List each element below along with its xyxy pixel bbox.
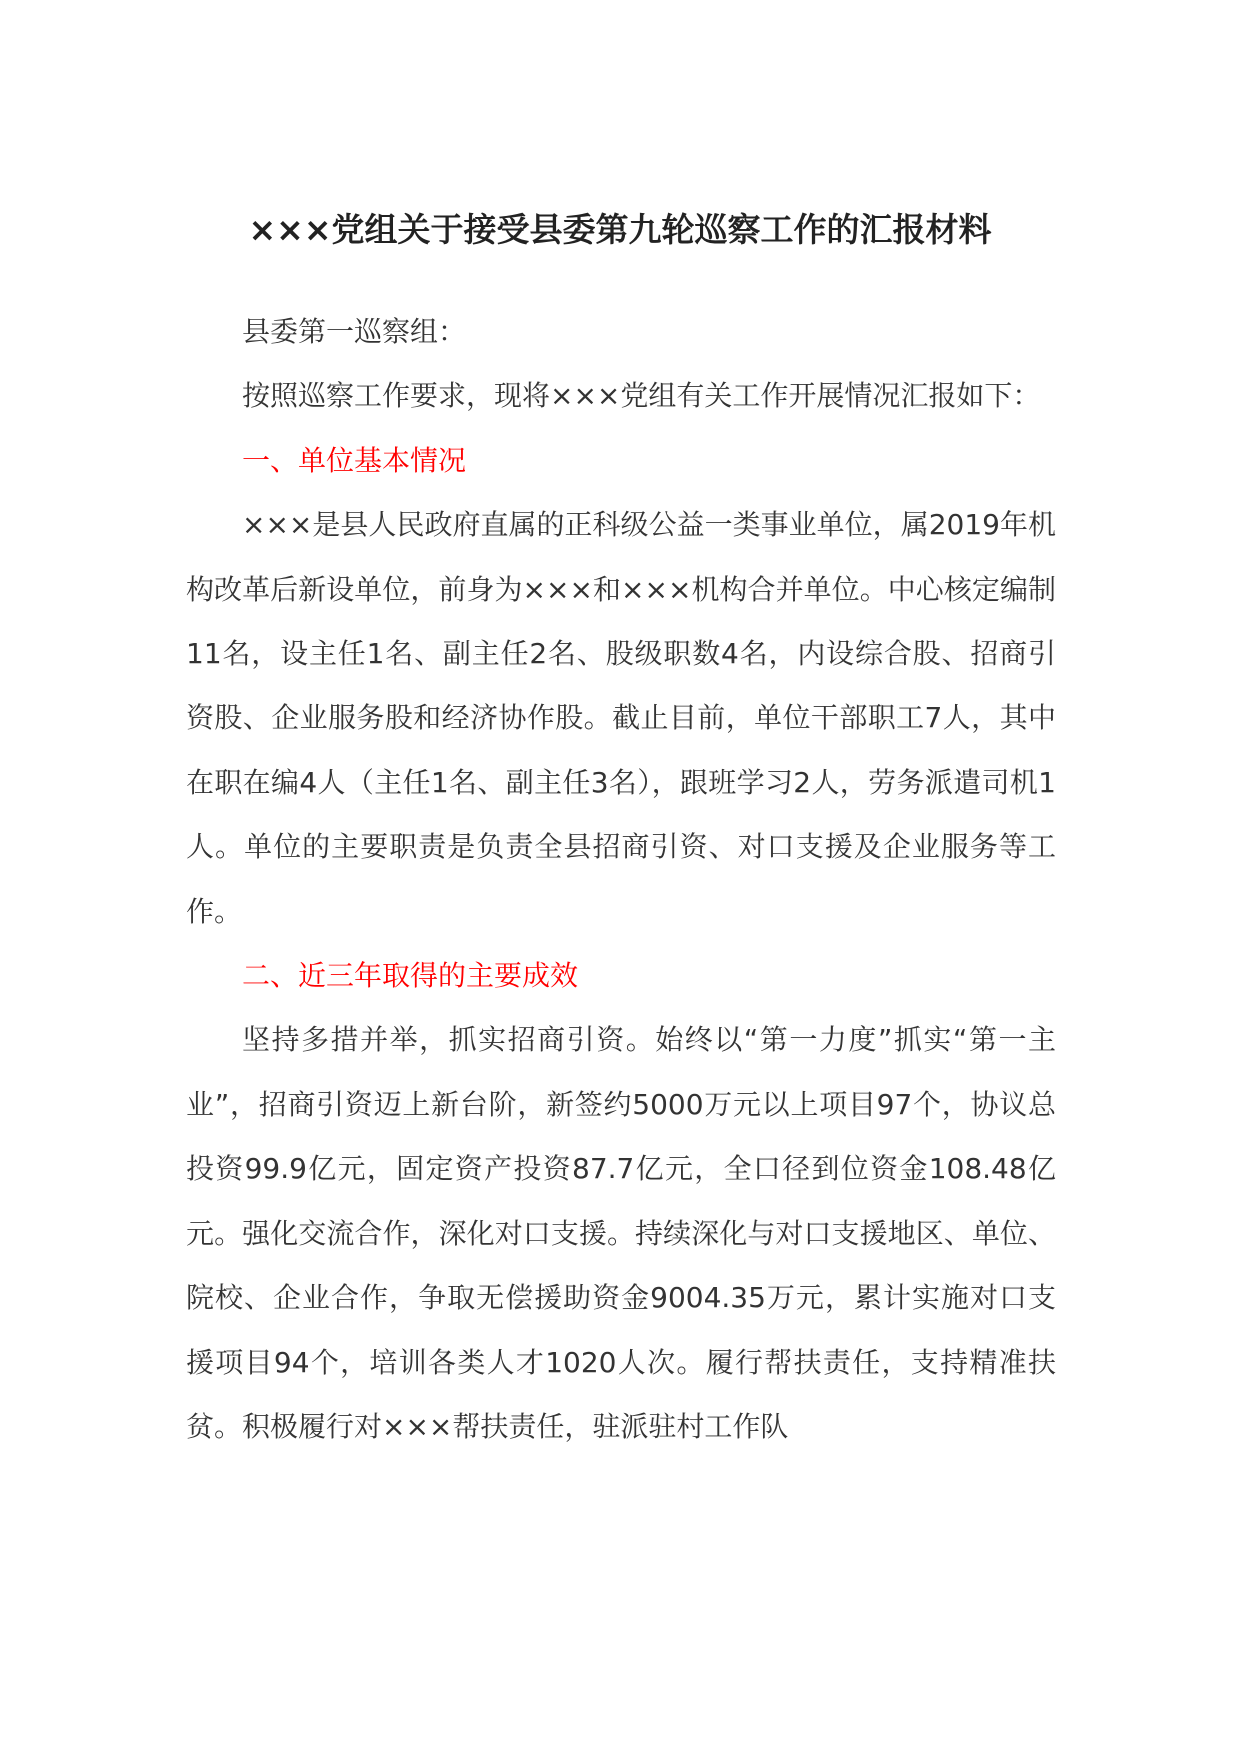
salutation: 县委第一巡察组： bbox=[242, 315, 467, 348]
intro-paragraph: 按照巡察工作要求，现将×××党组有关工作开展情况汇报如下： bbox=[242, 379, 1041, 413]
section-heading-1: 一、单位基本情况 bbox=[242, 443, 467, 477]
section-paragraph-2: 坚持多措并举，抓实招商引资。始终以“第一力度”抓实“第一主业”，招商引资迈上新台阶，新签约5000万元以上项目97个，协议总投资99.9亿元，固定资产投资87.7亿元，全口径到位资金108.48亿元。强化交流合作，深化对口支援。持续深化与对口支援地区、单位、院校、企业合作，争取无偿援助资金9004.35万元，累计实施对口支援项目94个，培训各类人才1020人次。履行帮扶责任，支持精准扶贫。积极履行对×××帮扶责任，驻派驻村工作队 bbox=[186, 1023, 1056, 1443]
section-heading-2: 二、近三年取得的主要成效 bbox=[242, 959, 579, 993]
document-body bbox=[186, 300, 1056, 1459]
document-title: ×××党组关于接受县委第九轮巡察工作的汇报材料 bbox=[248, 210, 992, 249]
section-paragraph-1: ×××是县人民政府直属的正科级公益一类事业单位，属2019年机构改革后新设单位，前身为×××和×××机构合并单位。中心核定编制11名，设主任1名、副主任2名、股级职数4名，内设综合股、招商引资股、企业服务股和经济协作股。截止目前，单位干部职工7人，其中在职在编4人（主任1名、副主任3名），跟班学习2人，劳务派遣司机1人。单位的主要职责是负责全县招商引资、对口支援及企业服务等工作。 bbox=[186, 508, 1056, 928]
